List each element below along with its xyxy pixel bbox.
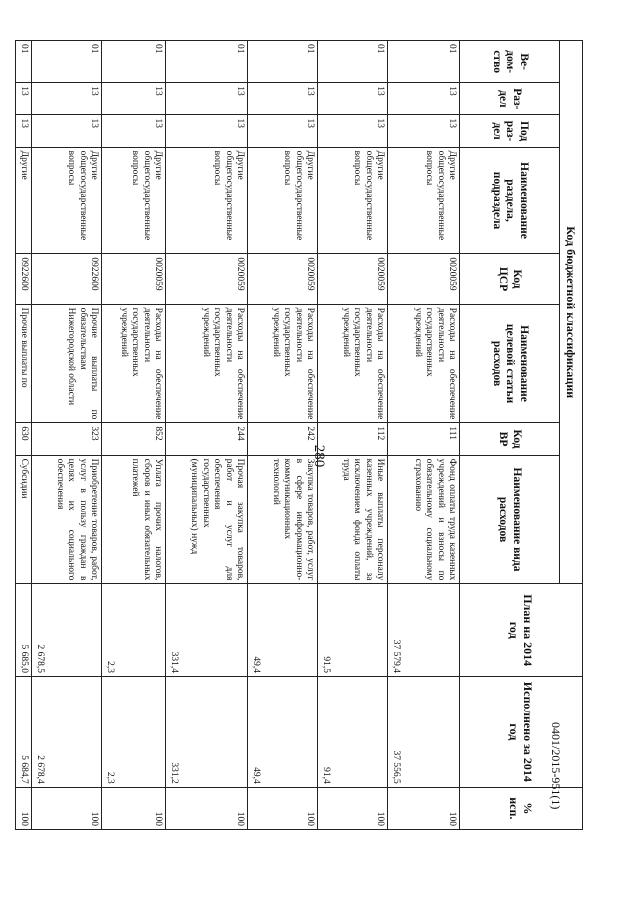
page-number: 280 bbox=[311, 444, 327, 468]
cell-vr: 630 bbox=[15, 423, 31, 455]
cell-razdel-name: Другие общегосударственные вопросы bbox=[318, 147, 388, 254]
cell-csr: 0922600 bbox=[32, 254, 102, 304]
cell-ispolneno: 5 684,7 bbox=[15, 677, 31, 788]
cell-csr-name: Расходы на обеспечение деятельности государственных учреждений bbox=[388, 304, 460, 423]
cell-razdel-name: Другие общегосударственные вопросы bbox=[248, 147, 318, 254]
cell-razdel-name: Другие общегосударственные вопросы bbox=[388, 147, 460, 254]
col-header-razdel: Раз-дел bbox=[460, 83, 560, 115]
table-row bbox=[102, 41, 166, 830]
document-code: 0401/2015-951(1) bbox=[549, 722, 563, 810]
col-header-vr: Код ВР bbox=[460, 423, 560, 455]
budget-table-rotated bbox=[19, 40, 583, 830]
cell-pct: 100 bbox=[388, 787, 460, 829]
cell-pct: 100 bbox=[102, 787, 166, 829]
cell-podrazdel: 13 bbox=[32, 115, 102, 147]
cell-ved: 01 bbox=[166, 41, 248, 83]
table-row bbox=[388, 41, 460, 830]
cell-podrazdel: 13 bbox=[248, 115, 318, 147]
cell-razdel-name: Другие общегосударственные вопросы bbox=[32, 147, 102, 254]
col-header-naim-razdela: Наименование раздела, подраздела bbox=[460, 147, 560, 254]
cell-ved: 01 bbox=[248, 41, 318, 83]
cell-ispolneno: 91,4 bbox=[318, 677, 388, 788]
col-header-csr: Код ЦСР bbox=[460, 254, 560, 304]
col-header-naim-csr: Наименование целевой статьи расходов bbox=[460, 304, 560, 423]
cell-csr-name: Расходы на обеспечение деятельности государственных учреждений bbox=[248, 304, 318, 423]
cell-pct: 100 bbox=[32, 787, 102, 829]
cell-vr: 323 bbox=[32, 423, 102, 455]
cell-pct: 100 bbox=[248, 787, 318, 829]
cell-plan: 2,3 bbox=[102, 584, 166, 677]
cell-ved: 01 bbox=[32, 41, 102, 83]
cell-vr: 244 bbox=[166, 423, 248, 455]
cell-razdel: 13 bbox=[15, 83, 31, 115]
table-row bbox=[166, 41, 248, 830]
cell-plan: 5 685,0 bbox=[15, 584, 31, 677]
cell-razdel: 13 bbox=[32, 83, 102, 115]
cell-plan: 2 678,5 bbox=[32, 584, 102, 677]
cell-csr-name: Прочие выплаты по обязательствам Нижегородской области bbox=[32, 304, 102, 423]
cell-razdel-name: Другие общегосударственные вопросы bbox=[166, 147, 248, 254]
cell-razdel: 13 bbox=[248, 83, 318, 115]
col-header-pct: % исп. bbox=[460, 787, 583, 829]
col-header-podrazdel: Под раз-дел bbox=[460, 115, 560, 147]
cell-ved: 01 bbox=[388, 41, 460, 83]
table-row bbox=[318, 41, 388, 830]
cell-csr: 0020059 bbox=[248, 254, 318, 304]
cell-pct: 100 bbox=[15, 787, 31, 829]
cell-vr-name: Фонд оплаты труда казенных учреждений и взносы по обязательному социальному страхованию bbox=[388, 455, 460, 584]
cell-vr-name: Прочая закупка товаров, работ и услуг для обеспечения государственных (муниципальных) нужд bbox=[166, 455, 248, 584]
col-header-plan: План на 2014 год bbox=[460, 584, 583, 677]
cell-pct: 100 bbox=[318, 787, 388, 829]
cell-csr: 0922600 bbox=[15, 254, 31, 304]
cell-podrazdel: 13 bbox=[388, 115, 460, 147]
cell-razdel: 13 bbox=[388, 83, 460, 115]
cell-csr-name: Расходы на обеспечение деятельности государственных учреждений bbox=[102, 304, 166, 423]
table-row bbox=[248, 41, 318, 830]
cell-plan: 331,4 bbox=[166, 584, 248, 677]
cell-pct: 100 bbox=[166, 787, 248, 829]
cell-razdel-name: Другие bbox=[15, 147, 31, 254]
cell-vr-name: Субсидии bbox=[15, 455, 31, 584]
budget-table bbox=[15, 40, 583, 830]
cell-csr: 0020059 bbox=[102, 254, 166, 304]
cell-podrazdel: 13 bbox=[318, 115, 388, 147]
cell-razdel: 13 bbox=[166, 83, 248, 115]
cell-ispolneno: 37 556,5 bbox=[388, 677, 460, 788]
cell-razdel-name: Другие общегосударственные вопросы bbox=[102, 147, 166, 254]
group-header: Код бюджетной классификации bbox=[560, 41, 583, 584]
cell-ved: 01 bbox=[318, 41, 388, 83]
cell-ispolneno: 331,2 bbox=[166, 677, 248, 788]
col-header-ispolneno: Исполнено за 2014 год bbox=[460, 677, 583, 788]
cell-plan: 49,4 bbox=[248, 584, 318, 677]
cell-plan: 37 579,4 bbox=[388, 584, 460, 677]
cell-plan: 91,5 bbox=[318, 584, 388, 677]
cell-vr-name: Уплата прочих налогов, сборов и иных обязательных платежей bbox=[102, 455, 166, 584]
cell-ved: 01 bbox=[15, 41, 31, 83]
cell-ispolneno: 49,4 bbox=[248, 677, 318, 788]
cell-csr: 0020059 bbox=[318, 254, 388, 304]
cell-podrazdel: 13 bbox=[166, 115, 248, 147]
cell-csr: 0020059 bbox=[388, 254, 460, 304]
cell-csr-name: Прочие выплаты по bbox=[15, 304, 31, 423]
cell-vr-name: Закупка товаров, работ, услуг в сфере информационно-коммуникационных технологий bbox=[248, 455, 318, 584]
cell-podrazdel: 13 bbox=[102, 115, 166, 147]
col-header-naim-vr: Наименование вида расходов bbox=[460, 455, 560, 584]
col-header-ved: Ве-дом-ство bbox=[460, 41, 560, 83]
cell-csr-name: Расходы на обеспечение деятельности государственных учреждений bbox=[166, 304, 248, 423]
cell-vr: 111 bbox=[388, 423, 460, 455]
table-body bbox=[15, 41, 459, 830]
table-row bbox=[32, 41, 102, 830]
cell-vr-name: Приобретение товаров, работ, услуг в пользу граждан в целях их социального обеспечения bbox=[32, 455, 102, 584]
cell-razdel: 13 bbox=[318, 83, 388, 115]
cell-vr: 242 bbox=[248, 423, 318, 455]
cell-vr-name: Иные выплаты персоналу казенных учреждений, за исключением фонда оплаты труда bbox=[318, 455, 388, 584]
cell-ved: 01 bbox=[102, 41, 166, 83]
cell-ispolneno: 2,3 bbox=[102, 677, 166, 788]
table-row bbox=[15, 41, 31, 830]
cell-razdel: 13 bbox=[102, 83, 166, 115]
cell-csr-name: Расходы на обеспечение деятельности государственных учреждений bbox=[318, 304, 388, 423]
cell-csr: 0020059 bbox=[166, 254, 248, 304]
cell-ispolneno: 2 678,4 bbox=[32, 677, 102, 788]
cell-vr: 852 bbox=[102, 423, 166, 455]
cell-podrazdel: 13 bbox=[15, 115, 31, 147]
cell-vr: 112 bbox=[318, 423, 388, 455]
